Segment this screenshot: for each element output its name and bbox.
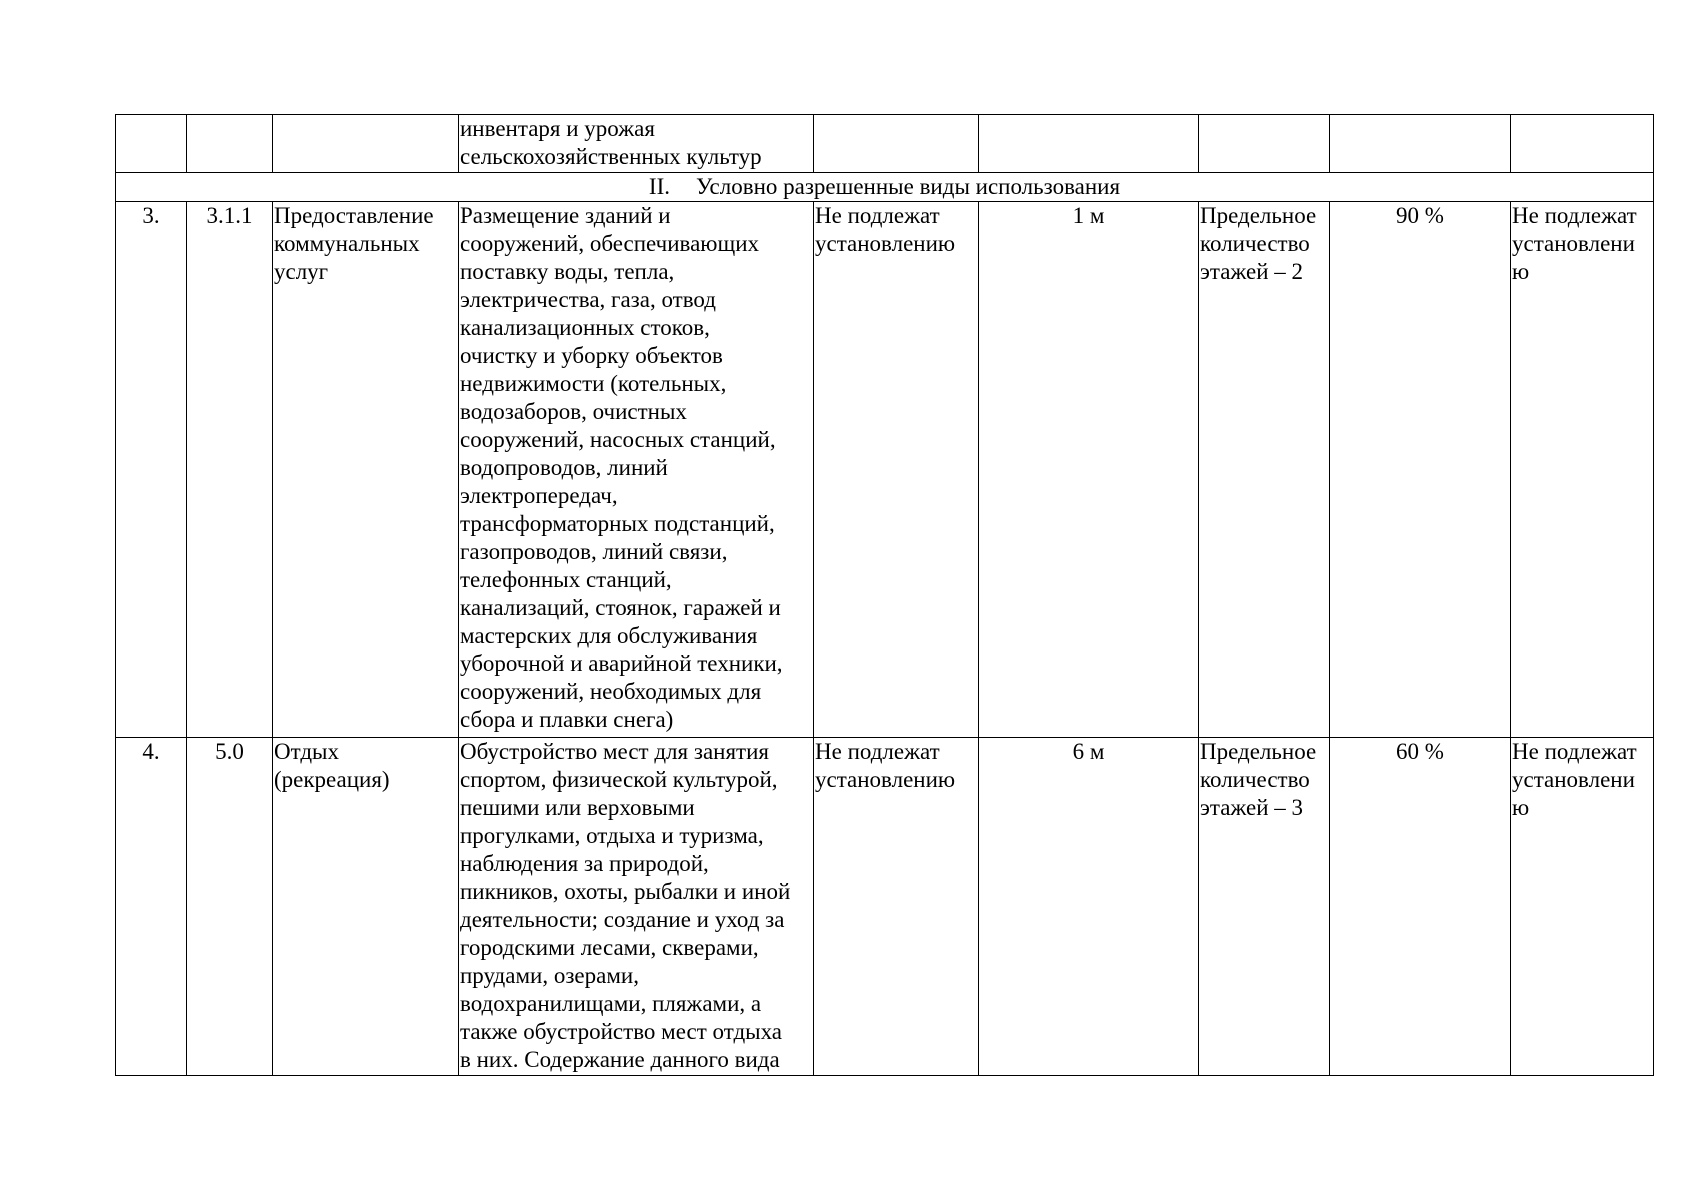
cell-empty (979, 115, 1199, 173)
cell-col6 (979, 738, 1199, 1076)
cell-col9 (1511, 738, 1654, 1076)
use-name: Предоставление коммунальных услуг (274, 203, 434, 284)
cell-description (459, 115, 814, 173)
cell-name (273, 738, 459, 1076)
use-name: Отдых (рекреация) (274, 739, 390, 792)
col9-text: Не подлежат установлени ю (1512, 739, 1637, 820)
cell-col5 (814, 202, 979, 738)
cell-empty (116, 115, 187, 173)
table-row (116, 738, 1654, 1076)
table-row-continuation (116, 115, 1654, 173)
cell-empty (1511, 115, 1654, 173)
cell-code (187, 202, 273, 738)
use-code: 3.1.1 (206, 203, 253, 228)
table-row (116, 202, 1654, 738)
col7-text: Предельное количество этажей – 2 (1200, 203, 1317, 284)
row-number: 4. (142, 739, 160, 764)
cell-col5 (814, 738, 979, 1076)
col5-text: Не подлежат установлению (815, 203, 956, 256)
cell-number (116, 738, 187, 1076)
cell-description (459, 738, 814, 1076)
cell-col8 (1330, 202, 1511, 738)
use-description: Обустройство мест для занятия спортом, физической культурой, пешими или верховыми прогулками, отдыха и туризма, наблюдения за природой, пикников, охоты, рыбалки и иной деятельности; создание и уход за городскими лесами, скверами, прудами, озерами, водохранилищами, пляжами, а также обустройство мест отдыха в них. Содержание данного вида (460, 739, 791, 1072)
col9-text: Не подлежат установлени ю (1512, 203, 1637, 284)
cell-col9 (1511, 202, 1654, 738)
cell-code (187, 738, 273, 1076)
col8-text: 90 % (1396, 203, 1444, 228)
use-description: Размещение зданий и сооружений, обеспечивающих поставку воды, тепла, электричества, газа, отвод канализационных стоков, очистку и уборку объектов недвижимости (котельных, водозаборов, очистных сооружений, насосных станций, водопроводов, линий электропередач, трансформаторных подстанций, газопроводов, линий связи, телефонных станций, канализаций, стоянок, гаражей и мастерских для обслуживания уборочной и аварийной техники, сооружений, необходимых для сбора и плавки снега) (460, 203, 783, 732)
row-number: 3. (142, 203, 160, 228)
cell-col8 (1330, 738, 1511, 1076)
cell-empty (1330, 115, 1511, 173)
use-code: 5.0 (215, 739, 244, 764)
col8-text: 60 % (1396, 739, 1444, 764)
cell-col7 (1199, 202, 1330, 738)
col7-text: Предельное количество этажей – 3 (1200, 739, 1317, 820)
col6-text: 1 м (1072, 203, 1105, 228)
description-text: инвентаря и урожая сельскохозяйственных культур (460, 116, 762, 169)
cell-col6 (979, 202, 1199, 738)
col5-text: Не подлежат установлению (815, 739, 956, 792)
cell-description (459, 202, 814, 738)
section-heading (116, 173, 1654, 202)
cell-empty (1199, 115, 1330, 173)
col6-text: 6 м (1072, 739, 1105, 764)
cell-number (116, 202, 187, 738)
cell-col7 (1199, 738, 1330, 1076)
section-title: Условно разрешенные виды использования (696, 174, 1121, 199)
cell-name (273, 202, 459, 738)
land-use-table (115, 114, 1654, 1076)
cell-empty (273, 115, 459, 173)
cell-empty (814, 115, 979, 173)
section-numeral: II. (648, 174, 670, 199)
cell-empty (187, 115, 273, 173)
section-header-row (116, 173, 1654, 202)
